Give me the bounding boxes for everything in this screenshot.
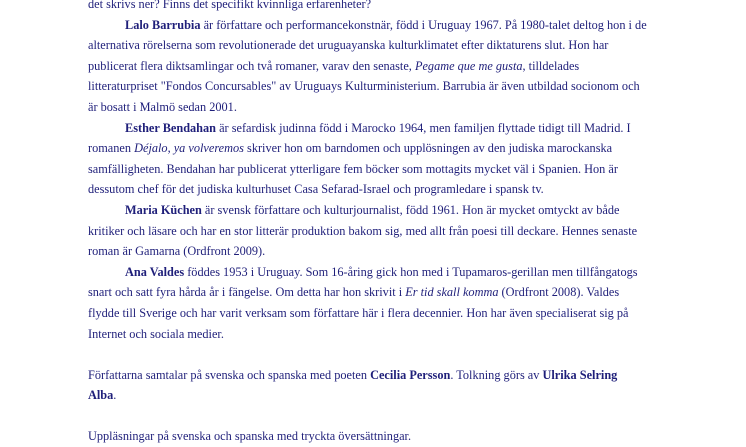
bio-bendahan-line-1: Esther Bendahan är sefardisk judinna född i Marocko 1964, men familjen flyttade tidigt till Madrid. I bbox=[125, 120, 631, 135]
intro-line: det skrivs ner? Finns det specifikt kvinnliga erfarenheter? bbox=[88, 0, 372, 11]
bio-bendahan-line-2: romanen Déjalo, ya volveremos skriver hon om barndomen och upplösningen av den judiska marockanska bbox=[88, 141, 613, 156]
bio-kuchen-line-3: roman är Gamarna (Ordfront 2009). bbox=[88, 244, 266, 259]
bio-barrubia-line-1: Lalo Barrubia är författare och performancekonstnär, född i Uruguay 1967. På 1980-talet deltog hon i de bbox=[125, 17, 647, 32]
book-title: Er tid skall komma bbox=[405, 285, 499, 300]
bio-bendahan-line-4: dessutom chef för det judiska kulturhuset Casa Sefarad-Israel och programledare i spansk tv. bbox=[88, 182, 544, 197]
bio-valdes-line-4: Internet och sociala medier. bbox=[88, 326, 224, 341]
book-title: Pegame que me gusta bbox=[414, 58, 523, 73]
conversation-line-2: Alba. bbox=[88, 388, 117, 403]
bio-valdes-line-1: Ana Valdes föddes 1953 i Uruguay. Som 16-åring gick hon med i Tupamaros-gerillan men tillfångatogs bbox=[125, 264, 638, 279]
bio-valdes-line-3: flydde till Sverige och har varit verksam som författare här i flera decennier. Hon har även specialiserat sig på bbox=[88, 305, 629, 320]
bio-kuchen-line-1: Maria Küchen är svensk författare och kulturjournalist, född 1961. Hon är mycket omtyckt av både bbox=[125, 202, 620, 217]
interpreter-name: Ulrika Selring bbox=[542, 367, 618, 382]
book-title: Déjalo, ya volveremos bbox=[134, 141, 244, 156]
author-name: Maria Küchen bbox=[125, 202, 202, 217]
bio-barrubia-line-5: är bosatt i Malmö sedan 2001. bbox=[88, 99, 237, 114]
author-name: Lalo Barrubia bbox=[125, 17, 201, 32]
author-name: Ana Valdes bbox=[125, 264, 185, 279]
blank-line bbox=[88, 406, 678, 427]
bio-valdes-line-2: snart och satt fyra hårda år i fängelse. Om detta har hon skrivit i Er tid skall komma (Ordfront 2008). Valdes bbox=[88, 285, 620, 300]
bio-bendahan-line-3: samfälligheten. Bendahan har publicerat ytterligare fem böcker som mottagits mycket väl i Spanien. Hon är bbox=[88, 161, 618, 176]
poet-name: Cecilia Persson bbox=[370, 367, 451, 382]
author-name: Esther Bendahan bbox=[125, 120, 217, 135]
interpreter-name-cont: Alba bbox=[88, 388, 114, 403]
bio-barrubia-line-3: publicerat flera diktsamlingar och två romaner, varav den senaste, Pegame que me gusta, tilldelades bbox=[88, 58, 580, 73]
document-body bbox=[88, 0, 678, 447]
conversation-line-1: Författarna samtalar på svenska och spanska med poeten Cecilia Persson. Tolkning görs av Ulrika Selring bbox=[88, 367, 618, 382]
bio-kuchen-line-2: kritiker och läsare och har en stor litterär produktion bakom sig, med allt från poesi till deckare. Hennes senaste bbox=[88, 223, 638, 238]
readings-line: Uppläsningar på svenska och spanska med tryckta översättningar. bbox=[88, 429, 412, 444]
bio-barrubia-line-2: alternativa rörelserna som revolutionerade det uruguayanska kulturklimatet efter diktaturens slut. Hon har bbox=[88, 38, 609, 53]
bio-barrubia-line-4: litteraturpriset "Fondos Concursables" av Uruguays Kulturministerium. Barrubia är även utbildad socionom och bbox=[88, 79, 640, 94]
blank-line bbox=[88, 344, 678, 365]
